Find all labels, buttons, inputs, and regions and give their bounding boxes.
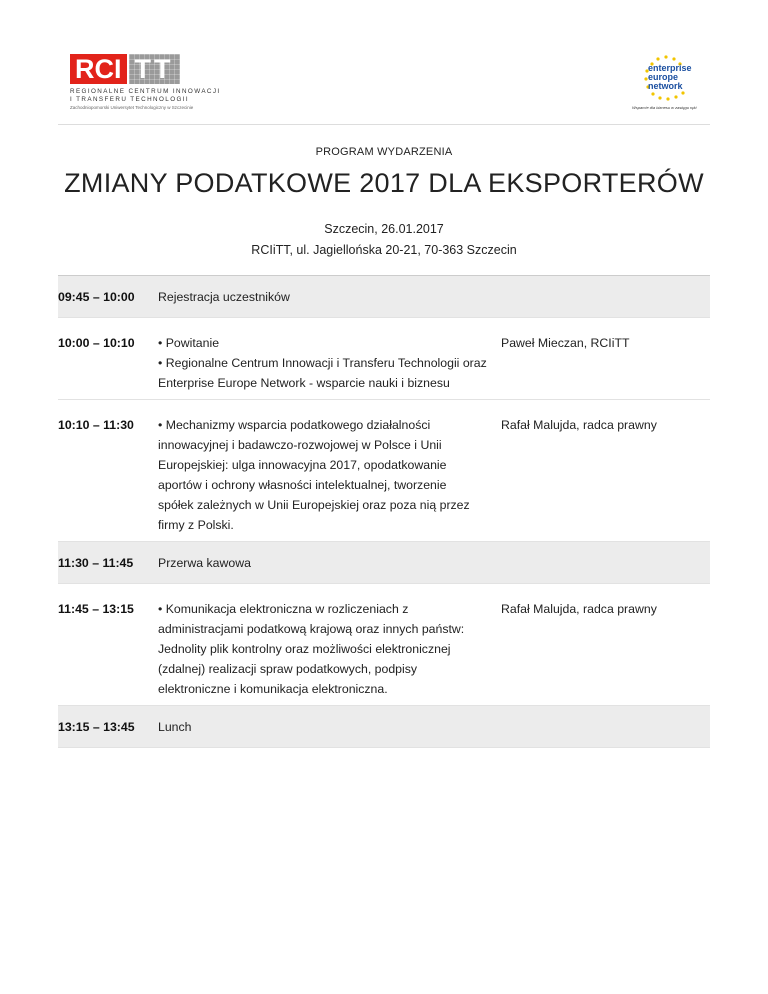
schedule-description: [158, 717, 501, 737]
schedule-description-line: Przerwa kawowa: [158, 556, 251, 570]
schedule-time: 11:30 – 11:45: [58, 556, 134, 570]
schedule-speaker: Paweł Mieczan, RCIiTT: [501, 336, 630, 350]
schedule-description-line: • Komunikacja elektroniczna w rozliczeniach z: [158, 602, 409, 616]
schedule-description-line: Rejestracja uczestników: [158, 290, 290, 304]
schedule-table: [58, 275, 710, 748]
schedule-time: 10:00 – 10:10: [58, 336, 135, 350]
schedule-description-line: Enterprise Europe Network - wsparcie nauki i biznesu: [158, 376, 450, 390]
schedule-time: 09:45 – 10:00: [58, 290, 135, 304]
schedule-time: 10:10 – 11:30: [58, 418, 134, 432]
schedule-description-line: (zdalnej) realizacji spraw podatkowych, podpisy: [158, 662, 418, 676]
schedule-row: [58, 276, 710, 318]
schedule-row: [58, 584, 710, 706]
schedule-description-line: aportów i ochrony własności intelektualnej, tworzenie: [158, 478, 447, 492]
header-divider: [58, 124, 710, 125]
schedule-description: [158, 599, 501, 699]
schedule-description-line: firmy z Polski.: [158, 518, 234, 532]
rci-itt-logo: [70, 54, 230, 118]
schedule-description-line: administracjami podatkową krajową oraz innych państw:: [158, 622, 465, 636]
schedule-row: [58, 318, 710, 400]
een-logo-line1: enterprise: [648, 63, 692, 73]
event-date: Szczecin, 26.01.2017: [324, 222, 444, 236]
schedule-description-line: • Regionalne Centrum Innowacji i Transferu Technologii oraz: [158, 356, 487, 370]
schedule-speaker: Rafał Malujda, radca prawny: [501, 602, 657, 616]
schedule-description-line: Lunch: [158, 720, 192, 734]
schedule-speaker: [501, 553, 710, 573]
schedule-time: 11:45 – 13:15: [58, 602, 134, 616]
schedule-row: [58, 400, 710, 542]
een-logo-tagline: Wsparcie dla biznesu w zasięgu ręki: [632, 105, 697, 110]
schedule-description-line: • Mechanizmy wsparcia podatkowego działalności: [158, 418, 431, 432]
event-location: RCIiTT, ul. Jagiellońska 20-21, 70-363 Szczecin: [251, 243, 517, 257]
rci-logo-line3: Zachodniopomorski Uniwersytet Technologiczny w Szczecinie: [70, 105, 194, 110]
schedule-time: 13:15 – 13:45: [58, 720, 135, 734]
schedule-row: [58, 706, 710, 748]
rci-logo-mark: [70, 54, 230, 84]
rci-logo-line2: I TRANSFERU TECHNOLOGII: [70, 96, 190, 103]
schedule-speaker: [501, 717, 710, 737]
schedule-description-line: Europejskiej: ulga innowacyjna 2017, opodatkowanie: [158, 458, 447, 472]
een-logo-line2: europe: [648, 72, 679, 82]
page-header: [58, 48, 710, 124]
schedule-speaker: Rafał Malujda, radca prawny: [501, 418, 657, 432]
rci-logo-grey-text: TT: [129, 54, 180, 84]
schedule-description-line: Jednolity plik kontrolny oraz możliwości elektronicznej: [158, 642, 451, 656]
schedule-description-line: innowacyjnej i badawczo-rozwojowej w Polsce i Unii: [158, 438, 442, 452]
rci-logo-red-text: RCI: [70, 54, 127, 84]
enterprise-europe-network-logo: [630, 52, 702, 114]
een-logo-text: [648, 64, 692, 91]
schedule-description-line: spółek zależnych w Unii Europejskiej oraz poza nią przez: [158, 498, 470, 512]
schedule-description: [158, 333, 501, 393]
page-title: ZMIANY PODATKOWE 2017 DLA EKSPORTERÓW: [64, 168, 704, 198]
schedule-speaker: [501, 287, 710, 307]
schedule-description-line: elektroniczne i komunikacja elektroniczna.: [158, 682, 388, 696]
een-logo-line3: network: [648, 81, 683, 91]
schedule-description: [158, 553, 501, 573]
rci-logo-line1: REGIONALNE CENTRUM INNOWACJI: [70, 88, 221, 95]
program-label: PROGRAM WYDARZENIA: [315, 146, 453, 158]
schedule-description-line: • Powitanie: [158, 336, 220, 350]
schedule-description: [158, 415, 501, 535]
schedule-description: [158, 287, 501, 307]
schedule-row: [58, 542, 710, 584]
